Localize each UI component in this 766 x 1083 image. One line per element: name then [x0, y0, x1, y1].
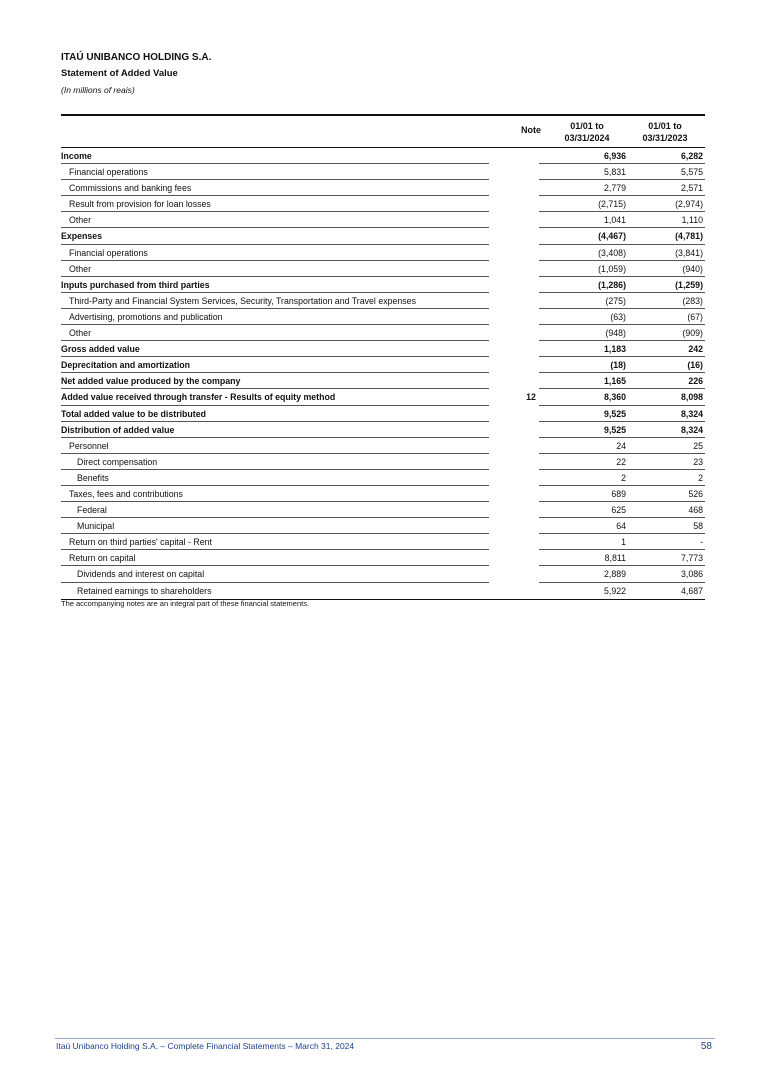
table-row: [61, 389, 705, 405]
row-label: Total added value to be distributed: [61, 408, 206, 419]
row-label: Financial operations: [69, 247, 148, 258]
row-value-2023: (940): [682, 263, 703, 274]
table-row: [61, 566, 705, 582]
header-note: Note: [521, 125, 541, 135]
table-row: [61, 373, 705, 389]
row-value-2023: 242: [688, 344, 703, 355]
row-value-2024: 2: [621, 472, 626, 483]
header-period-2023-line2: 03/31/2023: [642, 133, 688, 143]
row-value-2024: 1,041: [603, 215, 626, 226]
row-value-2024: 1,183: [603, 344, 626, 355]
row-value-2024: (4,467): [598, 231, 626, 242]
row-value-2024: 22: [616, 456, 626, 467]
page-number: 58: [700, 1041, 712, 1052]
table-row: [61, 486, 705, 502]
row-value-2023: 1,110: [681, 215, 703, 226]
row-value-2024: (948): [605, 328, 626, 339]
table-row: [61, 309, 705, 325]
row-value-2023: -: [700, 537, 703, 548]
row-label: Added value received through transfer - Results of equity method: [61, 392, 336, 403]
company-name: ITAÚ UNIBANCO HOLDING S.A.: [61, 52, 212, 63]
row-value-2024: (1,059): [598, 263, 626, 274]
row-value-2024: (18): [610, 360, 626, 371]
row-label: Other: [69, 263, 92, 274]
row-label: Distribution of added value: [61, 424, 175, 435]
statement-title: Statement of Added Value: [61, 68, 178, 79]
table-row: [61, 583, 705, 599]
table-row: [61, 406, 705, 422]
row-value-2024: 625: [611, 505, 626, 516]
header-period-2023-line1: 01/01 to: [648, 121, 682, 131]
row-value-2024: 8,360: [603, 392, 626, 403]
row-label: Federal: [77, 505, 107, 516]
added-value-table: [61, 114, 705, 600]
row-label: Benefits: [77, 472, 109, 483]
row-label: Direct compensation: [77, 456, 158, 467]
row-label: Personnel: [69, 440, 109, 451]
table-row: [61, 550, 705, 566]
table-row: [61, 277, 705, 293]
row-value-2024: (1,286): [598, 279, 626, 290]
row-value-2023: 468: [688, 505, 703, 516]
row-label: Advertising, promotions and publication: [69, 311, 223, 322]
header-period-2024-line1: 01/01 to: [570, 121, 604, 131]
table-row: [61, 454, 705, 470]
table-header: [61, 116, 705, 148]
row-label: Dividends and interest on capital: [77, 569, 205, 580]
header-period-2024-line2: 03/31/2024: [564, 133, 610, 143]
row-value-2023: 3,086: [680, 569, 703, 580]
row-label: Taxes, fees and contributions: [69, 488, 183, 499]
row-label: Inputs purchased from third parties: [61, 279, 210, 290]
table-row: [61, 438, 705, 454]
row-value-2024: 2,779: [603, 183, 626, 194]
row-value-2023: (16): [687, 360, 703, 371]
row-value-2023: 7,773: [680, 553, 703, 564]
table-row: [61, 422, 705, 438]
row-value-2023: 4,687: [680, 585, 703, 596]
row-value-2023: 2,571: [680, 183, 703, 194]
row-label: Return on capital: [69, 553, 136, 564]
row-label: Expenses: [61, 231, 103, 242]
row-value-2024: 24: [616, 440, 626, 451]
header-period-2023: [625, 120, 705, 144]
table-row: [61, 261, 705, 277]
row-value-2023: 8,324: [680, 424, 703, 435]
row-value-2024: 5,922: [603, 585, 626, 596]
row-value-2023: (1,259): [675, 279, 703, 290]
footer-text: Itaú Unibanco Holding S.A. – Complete Financial Statements – March 31, 2024: [56, 1041, 355, 1051]
row-value-2023: 23: [693, 456, 703, 467]
row-value-2023: 226: [688, 376, 703, 387]
row-label: Gross added value: [61, 344, 140, 355]
row-value-2024: 6,936: [603, 151, 626, 161]
footer-rule: [55, 1038, 715, 1039]
row-value-2024: 8,811: [604, 553, 626, 564]
table-row: [61, 212, 705, 228]
row-value-2024: (2,715): [598, 199, 626, 210]
row-label: Income: [61, 151, 92, 161]
row-label: Result from provision for loan losses: [69, 199, 211, 210]
row-label: Return on third parties' capital - Rent: [69, 537, 212, 548]
table-row: [61, 534, 705, 550]
row-value-2023: (3,841): [675, 247, 703, 258]
table-row: [61, 245, 705, 261]
row-label: Retained earnings to shareholders: [77, 585, 212, 596]
table-body: [61, 148, 705, 599]
header-period-2024: [547, 120, 627, 144]
table-row: [61, 357, 705, 373]
units-note: (In millions of reais): [61, 85, 135, 95]
table-row: [61, 164, 705, 180]
table-row: [61, 502, 705, 518]
row-value-2023: (4,781): [675, 231, 703, 242]
row-value-2023: (2,974): [675, 199, 703, 210]
row-value-2024: 2,889: [603, 569, 626, 580]
row-label: Other: [69, 215, 92, 226]
row-value-2023: 8,098: [680, 392, 703, 403]
row-label: Financial operations: [69, 167, 148, 178]
table-row: [61, 325, 705, 341]
row-value-2023: (283): [682, 295, 703, 306]
table-row: [61, 293, 705, 309]
row-value-2024: 64: [616, 521, 626, 532]
table-row: [61, 228, 705, 244]
footnote: The accompanying notes are an integral part of these financial statements.: [61, 599, 310, 608]
table-row: [61, 148, 705, 164]
row-value-2024: 9,525: [603, 424, 626, 435]
row-label: Net added value produced by the company: [61, 376, 241, 387]
row-value-2023: 5,575: [680, 167, 703, 178]
table-row: [61, 470, 705, 486]
row-value-2024: 9,525: [603, 408, 626, 419]
row-value-2023: 2: [698, 472, 703, 483]
row-value-2023: 58: [693, 521, 703, 532]
row-value-2024: (275): [605, 295, 626, 306]
row-value-2024: 5,831: [603, 167, 626, 178]
table-row: [61, 180, 705, 196]
table-row: [61, 341, 705, 357]
row-label: Third-Party and Financial System Services, Security, Transportation and Travel expenses: [69, 295, 416, 306]
row-value-2024: (3,408): [598, 247, 626, 258]
row-label: Deprecitation and amortization: [61, 360, 191, 371]
row-value-2024: 1,165: [603, 376, 626, 387]
row-value-2024: (63): [610, 311, 626, 322]
row-value-2023: (67): [687, 311, 703, 322]
row-note: 12: [526, 392, 536, 403]
row-value-2023: 526: [688, 488, 703, 499]
row-value-2023: 8,324: [680, 408, 703, 419]
row-label: Municipal: [77, 521, 115, 532]
row-label: Other: [69, 328, 92, 339]
row-value-2024: 689: [611, 488, 626, 499]
row-value-2023: 25: [693, 440, 703, 451]
row-value-2024: 1: [621, 537, 626, 548]
table-row: [61, 518, 705, 534]
row-label: Commissions and banking fees: [69, 183, 192, 194]
row-value-2023: (909): [682, 328, 703, 339]
row-value-2023: 6,282: [680, 151, 703, 161]
table-row: [61, 196, 705, 212]
